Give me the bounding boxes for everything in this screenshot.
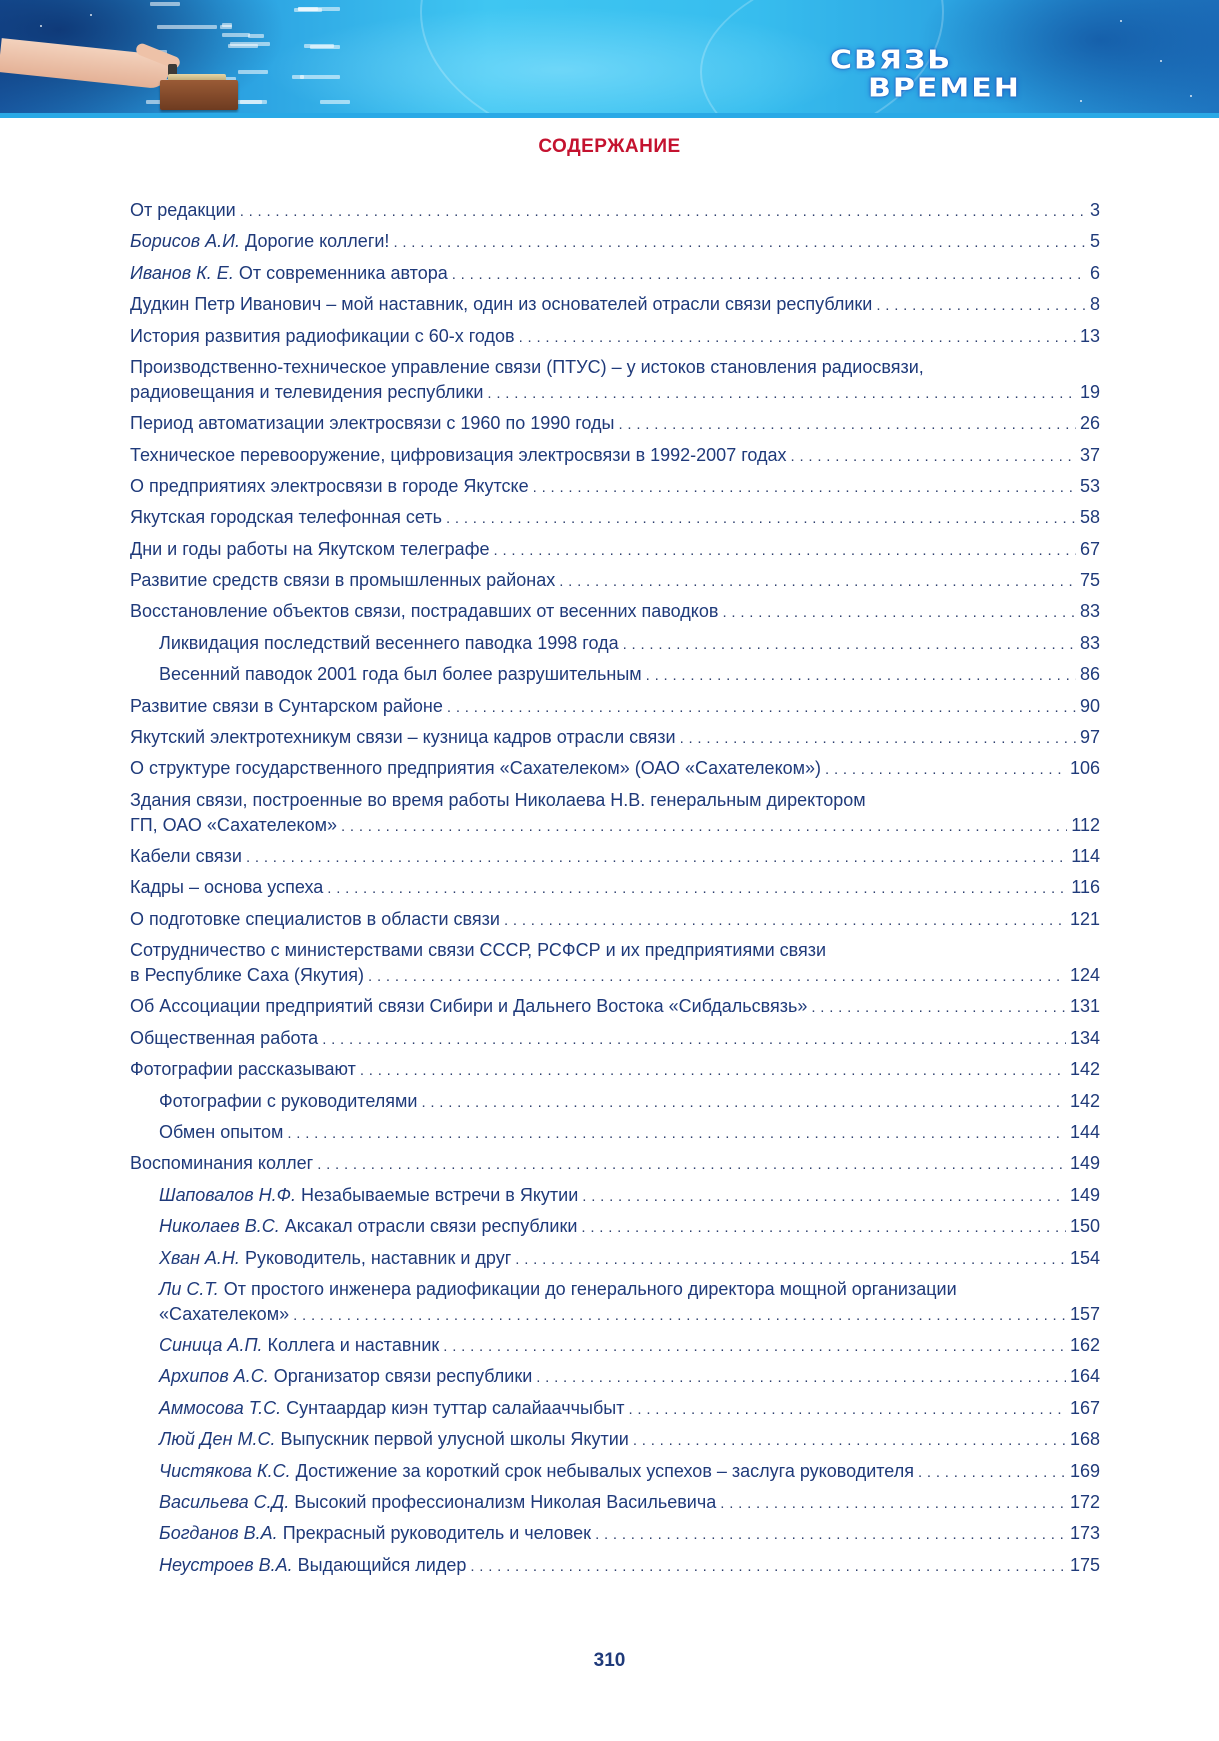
toc-entry-title: Фотографии рассказывают [130, 1059, 356, 1080]
toc-entry-last-line [130, 1089, 1100, 1114]
dot-leader [322, 1027, 1066, 1052]
toc-entry-title: Организатор связи республики [273, 1366, 533, 1387]
toc-entry-author: Николаев В.С. [159, 1216, 280, 1237]
toc-entry-author: Аммосова Т.С. [159, 1397, 282, 1418]
toc-entry[interactable] [130, 1427, 1100, 1458]
toc-entry-last-line [130, 1490, 1100, 1515]
toc-entry[interactable] [130, 1521, 1100, 1552]
toc-entry-page: 142 [1069, 1059, 1100, 1080]
toc-entry[interactable] [130, 1151, 1100, 1182]
morse-dash [228, 44, 258, 48]
toc-entry-title: От редакции [130, 200, 236, 220]
toc-entry-page: 6 [1089, 262, 1100, 283]
telegraph-key-image [160, 80, 238, 110]
dot-leader [581, 1215, 1066, 1240]
toc-entry-page: 97 [1079, 727, 1100, 748]
toc-entry-page: 124 [1069, 965, 1100, 986]
toc-entry-last-line [130, 1427, 1100, 1452]
dot-leader [515, 1247, 1066, 1272]
dot-leader [327, 876, 1067, 901]
toc-entry-title: Незабываемые встречи в Якутии [300, 1184, 579, 1205]
toc-entry-title: Руководитель, наставник и друг [244, 1247, 512, 1268]
toc-entry-author: Чистякова К.С. [159, 1460, 291, 1481]
toc-entry[interactable] [130, 599, 1100, 630]
toc-entry[interactable] [130, 875, 1100, 906]
toc-entry[interactable] [130, 411, 1100, 442]
dot-leader [240, 199, 1086, 224]
toc-entry-title: Дни и годы работы на Якутском телеграфе [130, 538, 490, 559]
toc-entry-title: Выдающийся лидер [297, 1554, 467, 1575]
dot-leader [595, 1522, 1066, 1547]
toc-entry-page: 154 [1069, 1247, 1100, 1268]
dot-leader [533, 475, 1076, 500]
toc-entry-last-line [130, 844, 1100, 869]
toc-entry-last-line [130, 756, 1100, 781]
toc-entry-title: Обмен опытом [159, 1121, 284, 1142]
toc-entry-page: 114 [1071, 846, 1100, 867]
toc-entry[interactable] [130, 505, 1100, 536]
toc-entry[interactable] [130, 694, 1100, 725]
toc-entry-last-line [130, 1120, 1100, 1145]
toc-entry-last-line [130, 1057, 1100, 1082]
star [90, 14, 92, 16]
morse-dash [304, 44, 334, 48]
toc-entry-title: Якутский электротехникум связи – кузница кадров отрасли связи [130, 727, 676, 748]
dot-leader [341, 814, 1067, 839]
dot-leader [293, 1303, 1066, 1328]
morse-dash [237, 100, 267, 104]
dot-leader [487, 381, 1076, 406]
toc-entry[interactable] [130, 537, 1100, 568]
star [1160, 60, 1162, 62]
morse-dash [294, 8, 322, 12]
toc-entry-author: Архипов А.С. [159, 1366, 269, 1387]
dot-leader [633, 1428, 1066, 1453]
toc-entry[interactable] [130, 292, 1100, 323]
toc-entry-last-line [130, 907, 1100, 932]
toc-entry-page: 162 [1069, 1335, 1100, 1356]
toc-entry[interactable] [130, 324, 1100, 355]
toc-entry-page: 167 [1069, 1397, 1100, 1418]
toc-entry-title: Об Ассоциации предприятий связи Сибири и Дальнего Востока «Сибдальсвязь» [130, 996, 808, 1017]
toc-entry[interactable] [130, 1490, 1100, 1521]
toc-entry-author: Васильева С.Д. [159, 1492, 290, 1513]
toc-entry-last-line [130, 1151, 1100, 1176]
toc-entry[interactable] [130, 1120, 1100, 1151]
toc-entry-last-line [130, 725, 1100, 750]
toc-entry[interactable] [130, 1277, 1100, 1333]
toc-entry[interactable] [130, 662, 1100, 693]
toc-entry-line [130, 355, 1100, 380]
toc-entry-page: 19 [1079, 381, 1100, 402]
morse-dash [150, 2, 180, 6]
toc-entry-page: 144 [1069, 1121, 1100, 1142]
dot-leader [722, 600, 1076, 625]
toc-entry-page: 157 [1069, 1303, 1100, 1324]
toc-entry[interactable] [130, 1396, 1100, 1427]
toc-entry[interactable] [130, 474, 1100, 505]
toc-entry-page: 26 [1079, 413, 1100, 434]
toc-entry-last-line [130, 1246, 1100, 1271]
dot-leader [559, 569, 1076, 594]
dot-leader [623, 632, 1076, 657]
toc-entry-last-line [130, 443, 1100, 468]
toc-entry-page: 13 [1079, 325, 1100, 346]
toc-entry-last-line [130, 813, 1100, 838]
toc-entry-page: 106 [1069, 758, 1100, 779]
toc-entry-page: 175 [1069, 1554, 1100, 1575]
toc-entry-title: Высокий профессионализм Николая Васильевича [294, 1492, 717, 1513]
table-of-contents [130, 198, 1100, 1584]
toc-entry-page: 134 [1069, 1027, 1100, 1048]
toc-entry-last-line [130, 1364, 1100, 1389]
toc-entry-title: радиовещания и телевидения республики [130, 381, 484, 402]
toc-entry-title: О предприятиях электросвязи в городе Якутске [130, 475, 529, 496]
toc-entry-last-line [130, 380, 1100, 405]
toc-entry-title: Сунтаардар киэн туттар салайааччыбыт [286, 1397, 625, 1418]
dot-leader [628, 1397, 1066, 1422]
toc-entry-last-line [130, 474, 1100, 499]
toc-entry[interactable] [130, 229, 1100, 260]
toc-entry-author: Шаповалов Н.Ф. [159, 1184, 296, 1205]
header-stripe [0, 113, 1219, 118]
toc-entry[interactable] [130, 568, 1100, 599]
toc-entry-title: Кабели связи [130, 846, 242, 867]
toc-entry-last-line [130, 994, 1100, 1019]
toc-entry[interactable] [130, 631, 1100, 662]
star [1190, 95, 1192, 97]
toc-entry[interactable] [130, 725, 1100, 756]
toc-entry-author: Неустроев В.А. [159, 1554, 293, 1575]
toc-entry-author: Синица А.П. [159, 1335, 263, 1356]
dot-leader [811, 995, 1066, 1020]
toc-entry-last-line [130, 631, 1100, 656]
toc-entry-page: 86 [1079, 664, 1100, 685]
toc-entry-page: 75 [1079, 570, 1100, 591]
toc-entry[interactable] [130, 994, 1100, 1025]
dot-leader [421, 1090, 1066, 1115]
toc-entry[interactable] [130, 1364, 1100, 1395]
toc-entry-title: Развитие средств связи в промышленных районах [130, 570, 556, 591]
toc-entry-title: Техническое перевооружение, цифровизация электросвязи в 1992-2007 годах [130, 444, 787, 465]
toc-entry-page: 67 [1079, 538, 1100, 559]
toc-entry-line [130, 788, 1100, 813]
morse-dash [157, 25, 217, 29]
toc-entry-last-line [130, 1521, 1100, 1546]
toc-entry-author: Иванов К. Е. [130, 262, 234, 283]
dot-leader [876, 293, 1086, 318]
star [40, 25, 42, 27]
toc-entry-page: 58 [1079, 507, 1100, 528]
logo-line1: СВЯЗЬ [830, 45, 953, 76]
toc-entry[interactable] [130, 756, 1100, 787]
toc-entry-author: Люй Ден М.С. [159, 1429, 276, 1450]
page-number: 310 [593, 1650, 626, 1671]
dot-leader [470, 1554, 1066, 1579]
dot-leader [536, 1365, 1066, 1390]
toc-entry-title: Весенний паводок 2001 года был более разрушительным [159, 664, 642, 685]
toc-entry-title: Дудкин Петр Иванович – мой наставник, один из основателей отрасли связи республики [130, 294, 873, 315]
dot-leader [317, 1152, 1066, 1177]
morse-dash [222, 23, 232, 27]
toc-entry-author: Борисов А.И. [130, 231, 241, 252]
toc-entry-last-line [130, 1553, 1100, 1578]
toc-entry[interactable] [130, 1459, 1100, 1490]
header-banner [0, 0, 1219, 113]
toc-entry-author: Богданов В.А. [159, 1523, 278, 1544]
star [1080, 100, 1082, 102]
toc-entry-title: Период автоматизации электросвязи с 1960 по 1990 годы [130, 413, 615, 434]
toc-entry-title: Аксакал отрасли связи республики [284, 1216, 578, 1237]
toc-entry-page: 83 [1079, 632, 1100, 653]
dot-leader [519, 325, 1076, 350]
dot-leader [393, 230, 1086, 255]
logo [830, 45, 1080, 106]
dot-leader [680, 726, 1076, 751]
morse-dash [320, 100, 350, 104]
toc-entry-title: От простого инженера радиофикации до генерального директора мощной организации [223, 1278, 957, 1299]
dot-leader [646, 663, 1076, 688]
toc-entry-title: Фотографии с руководителями [159, 1090, 418, 1111]
toc-entry-page: 37 [1079, 444, 1100, 465]
toc-entry-page: 164 [1069, 1366, 1100, 1387]
toc-entry-page: 172 [1069, 1492, 1100, 1513]
toc-entry-author: Ли С.Т. [159, 1278, 219, 1299]
morse-dash [248, 34, 264, 38]
toc-entry-title: Сотрудничество с министерствами связи СССР, РСФСР и их предприятиями связи [130, 940, 827, 961]
toc-entry-title: ГП, ОАО «Сахателеком» [130, 814, 337, 835]
dot-leader [287, 1121, 1066, 1146]
toc-entry-line [130, 1277, 1100, 1302]
dot-leader [720, 1491, 1066, 1516]
toc-entry[interactable] [130, 198, 1100, 229]
toc-entry-last-line [130, 505, 1100, 530]
toc-entry[interactable] [130, 1214, 1100, 1245]
toc-entry-page: 5 [1089, 231, 1100, 252]
toc-entry-title: История развития радиофикации с 60-х годов [130, 325, 515, 346]
dot-leader [360, 1058, 1066, 1083]
toc-entry-last-line [130, 662, 1100, 687]
toc-entry[interactable] [130, 261, 1100, 292]
toc-entry-last-line [130, 411, 1100, 436]
toc-entry-last-line [130, 875, 1100, 900]
toc-entry-page: 169 [1069, 1460, 1100, 1481]
toc-entry-last-line [130, 537, 1100, 562]
dot-leader [825, 757, 1066, 782]
toc-entry-last-line [130, 1183, 1100, 1208]
morse-dash [238, 70, 268, 74]
toc-entry-title: Дорогие коллеги! [245, 231, 390, 252]
toc-entry-line [130, 938, 1100, 963]
dot-leader [443, 1334, 1066, 1359]
toc-entry-title: Коллега и наставник [267, 1335, 440, 1356]
toc-entry-last-line [130, 198, 1100, 223]
toc-entry-last-line [130, 229, 1100, 254]
toc-entry-page: 83 [1079, 601, 1100, 622]
dot-leader [246, 845, 1067, 870]
toc-entry-page: 142 [1069, 1090, 1100, 1111]
toc-entry-page: 150 [1069, 1216, 1100, 1237]
toc-entry-title: в Республике Саха (Якутия) [130, 965, 365, 986]
toc-entry[interactable] [130, 355, 1100, 411]
dot-leader [494, 538, 1076, 563]
toc-entry-last-line [130, 1396, 1100, 1421]
toc-entry-last-line [130, 1302, 1100, 1327]
star [1120, 20, 1122, 22]
dot-leader [446, 506, 1076, 531]
toc-entry[interactable] [130, 844, 1100, 875]
toc-entry-page: 168 [1069, 1429, 1100, 1450]
toc-entry[interactable] [130, 1089, 1100, 1120]
toc-entry-last-line [130, 599, 1100, 624]
toc-entry-last-line [130, 1333, 1100, 1358]
toc-entry-title: Выпускник первой улусной школы Якутии [280, 1429, 629, 1450]
dot-leader [368, 964, 1066, 989]
toc-entry-last-line [130, 963, 1100, 988]
toc-entry-title: Общественная работа [130, 1027, 319, 1048]
toc-entry-last-line [130, 324, 1100, 349]
toc-entry[interactable] [130, 907, 1100, 938]
toc-entry-last-line [130, 1459, 1100, 1484]
toc-entry-title: Кадры – основа успеха [130, 877, 324, 898]
morse-dash [222, 33, 250, 37]
toc-entry-title: Ликвидация последствий весеннего паводка 1998 года [159, 632, 619, 653]
toc-entry-page: 149 [1069, 1153, 1100, 1174]
toc-entry[interactable] [130, 1183, 1100, 1214]
toc-entry-last-line [130, 261, 1100, 286]
toc-entry-last-line [130, 1214, 1100, 1239]
toc-entry[interactable] [130, 788, 1100, 844]
toc-entry-page: 3 [1089, 200, 1100, 220]
toc-entry[interactable] [130, 1026, 1100, 1057]
dot-leader [791, 444, 1076, 469]
dot-leader [504, 908, 1066, 933]
dot-leader [582, 1184, 1066, 1209]
toc-entry-page: 90 [1079, 695, 1100, 716]
page-title: СОДЕРЖАНИЕ [538, 136, 681, 157]
toc-entry[interactable] [130, 1246, 1100, 1277]
toc-entry-page: 8 [1089, 294, 1100, 315]
toc-entry-title: Производственно-техническое управление связи (ПТУС) – у истоков становления радиосвязи, [130, 356, 924, 377]
toc-entry-title: Развитие связи в Сунтарском районе [130, 695, 443, 716]
dot-leader [918, 1460, 1066, 1485]
toc-entry[interactable] [130, 443, 1100, 474]
toc-entry[interactable] [130, 1333, 1100, 1364]
toc-entry-title: О подготовке специалистов в области связи [130, 908, 500, 929]
toc-entry-title: Здания связи, построенные во время работы Николаева Н.В. генеральным директором [130, 789, 866, 810]
toc-entry-author: Хван А.Н. [159, 1247, 240, 1268]
toc-entry-title: «Сахателеком» [159, 1303, 290, 1324]
dot-leader [447, 695, 1076, 720]
toc-entry-title: Прекрасный руководитель и человек [282, 1523, 592, 1544]
dot-leader [452, 262, 1086, 287]
toc-entry-last-line [130, 568, 1100, 593]
toc-entry-title: Якутская городская телефонная сеть [130, 507, 442, 528]
toc-entry-last-line [130, 292, 1100, 317]
toc-entry[interactable] [130, 938, 1100, 994]
toc-entry-page: 149 [1069, 1184, 1100, 1205]
dot-leader [618, 412, 1075, 437]
toc-entry-title: О структуре государственного предприятия «Сахателеком» (ОАО «Сахателеком») [130, 758, 822, 779]
morse-dash [300, 75, 340, 79]
toc-entry-page: 121 [1069, 908, 1100, 929]
toc-entry-last-line [130, 1026, 1100, 1051]
toc-entry-page: 173 [1069, 1523, 1100, 1544]
toc-entry-last-line [130, 694, 1100, 719]
toc-entry-page: 53 [1079, 475, 1100, 496]
toc-entry-page: 131 [1069, 996, 1100, 1017]
toc-entry-title: От современника автора [238, 262, 448, 283]
toc-entry[interactable] [130, 1553, 1100, 1584]
logo-line2: ВРЕМЕН [868, 73, 1021, 104]
toc-entry-title: Достижение за короткий срок небывалых успехов – заслуга руководителя [295, 1460, 914, 1481]
toc-entry[interactable] [130, 1057, 1100, 1088]
toc-entry-page: 116 [1071, 877, 1100, 898]
toc-entry-title: Восстановление объектов связи, пострадавших от весенних паводков [130, 601, 719, 622]
toc-entry-page: 112 [1071, 814, 1100, 835]
toc-entry-title: Воспоминания коллег [130, 1153, 314, 1174]
